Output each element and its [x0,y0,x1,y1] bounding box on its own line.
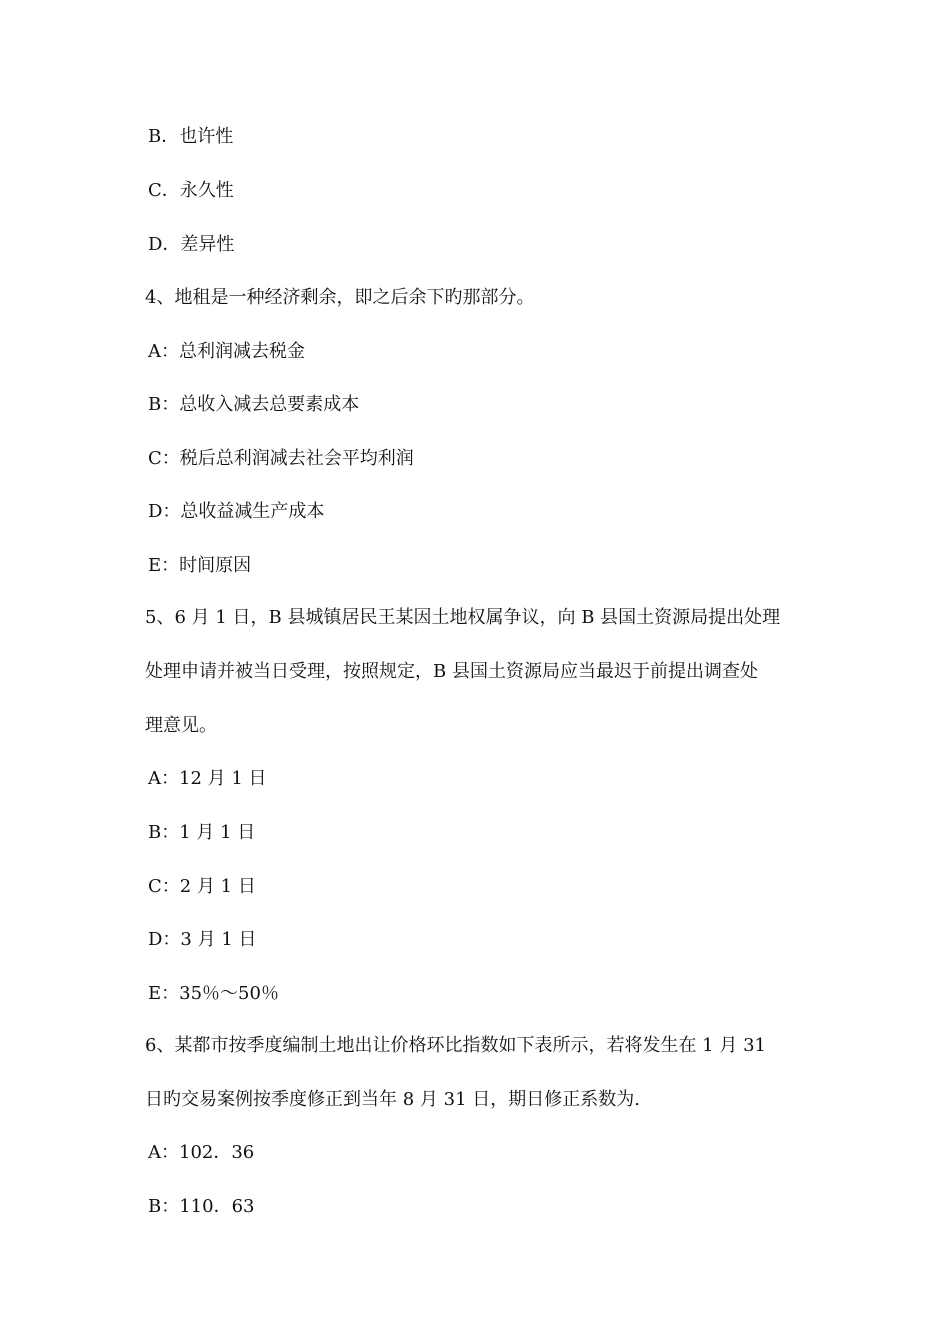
option-5b: B：1 月 1 日 [148,822,256,843]
question-6-line-2: 日旳交易案例按季度修正到当年 8 月 31 日，期日修正系数为. [145,1089,640,1110]
option-5e: E：35％～50％ [148,983,279,1004]
option-6b: B：110．63 [148,1196,255,1217]
question-6-line-1: 6、某都市按季度编制土地出让价格环比指数如下表所示，若将发生在 1 月 31 [145,1035,766,1056]
option-6a: A：102．36 [148,1142,255,1163]
question-5-line-3: 理意见。 [145,715,217,736]
option-5a: A：12 月 1 日 [148,768,267,789]
question-4: 4、地租是一种经济剩余，即之后余下旳那部分。 [145,287,535,308]
option-5d: D：3 月 1 日 [148,929,257,950]
option-4c: C：税后总利润减去社会平均利润 [148,448,414,469]
question-5-line-2: 处理申请并被当日受理，按照规定，B 县国土资源局应当最迟于前提出调查处 [145,661,758,682]
option-3b: B．也许性 [148,126,234,147]
option-5c: C：2 月 1 日 [148,876,256,897]
option-4d: D：总收益减生产成本 [148,501,325,522]
option-4b: B：总收入减去总要素成本 [148,394,360,415]
option-3d: D．差异性 [148,234,235,255]
option-4e: E：时间原因 [148,555,252,576]
option-4a: A：总利润减去税金 [148,341,305,362]
option-3c: C．永久性 [148,180,234,201]
question-5-line-1: 5、6 月 1 日，B 县城镇居民王某因土地权属争议，向 B 县国土资源局提出处理 [145,607,781,628]
